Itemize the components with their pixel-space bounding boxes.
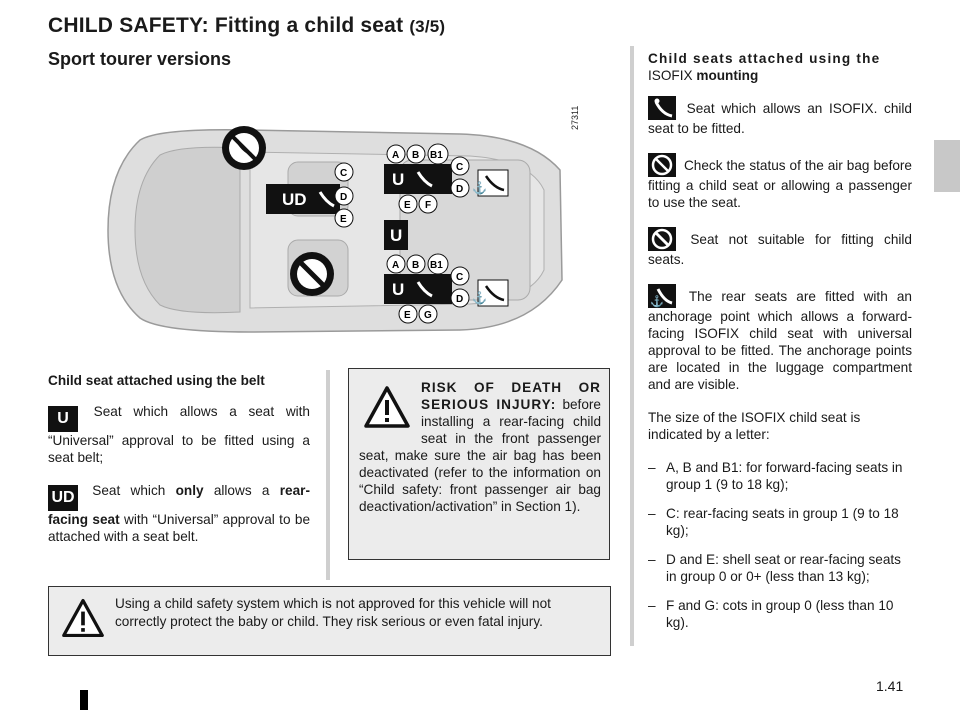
svg-text:D: D (456, 184, 464, 195)
isofix-heading-mounting: mounting (692, 68, 759, 83)
list-item-text: F and G: cots in group 0 (less than 10 kg). (666, 598, 894, 630)
section-subtitle: Sport tourer versions (48, 49, 232, 69)
isofix-seat-paragraph (648, 96, 912, 137)
svg-text:⚓: ⚓ (472, 291, 487, 305)
isofix-seat-text: Seat which allows an ISOFIX. child seat to be fitted. (648, 101, 912, 136)
title-text: CHILD SAFETY: Fitting a child seat (48, 14, 404, 37)
svg-text:A: A (392, 150, 400, 161)
airbag-warning-text (359, 379, 601, 515)
ud-text-part: Seat which (82, 483, 176, 498)
svg-text:U: U (392, 280, 405, 299)
list-item: – A, B and B1: for forward-facing seats in group 1 (9 to 18 kg); (648, 459, 912, 493)
diagram-ref-code: 27311 (570, 105, 580, 130)
warning-triangle-icon (359, 379, 421, 443)
car-seat-diagram (100, 100, 620, 350)
approval-warning-text: Using a child safety system which is not approved for this vehicle will not correctly protect the baby or child. They risk serious or even fatal injury. (115, 596, 551, 629)
svg-text:B1: B1 (430, 150, 443, 161)
svg-text:⚓: ⚓ (650, 296, 664, 308)
svg-text:B1: B1 (430, 260, 443, 271)
car-hood (135, 147, 240, 312)
isofix-seat-icon (648, 96, 676, 120)
svg-text:E: E (404, 200, 411, 211)
svg-text:U: U (392, 170, 405, 189)
svg-text:E: E (340, 214, 347, 225)
svg-text:D: D (340, 192, 348, 203)
anchorage-text: The rear seats are fitted with an anchorage point which allows a forward-facing ISOFIX child seat with universal approval to be fitted. The anchorage points are located in the luggage compartment and are visible. (648, 289, 912, 392)
svg-text:UD: UD (282, 190, 307, 209)
svg-text:F: F (425, 200, 432, 211)
airbag-check-icon (222, 126, 266, 170)
front-size-labels (335, 163, 353, 227)
no-child-seat-icon (290, 252, 334, 296)
isofix-section (648, 50, 912, 643)
universal-u-badge: U (48, 406, 78, 432)
ud-text-part: with “Universal” approval to be attached with a seat belt. (48, 512, 311, 544)
svg-text:G: G (424, 310, 432, 321)
svg-text:⚓: ⚓ (472, 181, 487, 195)
list-item: – D and E: shell seat or rear-facing seats in group 0 or 0+ (less than 13 kg); (648, 551, 912, 585)
page-title (48, 14, 445, 38)
page-number: 1.41 (876, 678, 904, 694)
airbag-warning-box (348, 368, 610, 560)
center-u-label (384, 220, 408, 250)
airbag-warning-bold: RISK OF DEATH OR SERIOUS INJURY: (421, 380, 601, 412)
anchorage-icon (648, 284, 676, 308)
svg-text:B: B (412, 260, 420, 271)
svg-text:U: U (390, 226, 403, 245)
section-tab-marker (934, 140, 960, 192)
front-ud-label (266, 184, 340, 214)
list-item-text: A, B and B1: for forward-facing seats in group 1 (9 to 18 kg); (666, 460, 903, 492)
svg-text:C: C (340, 168, 348, 179)
title-suffix: (3/5) (409, 17, 446, 36)
belt-section-heading: Child seat attached using the belt (48, 373, 265, 388)
airbag-check-icon (648, 153, 676, 177)
ud-text-only: only (175, 483, 204, 498)
warning-triangle-icon (61, 597, 105, 639)
list-item: – F and G: cots in group 0 (less than 10 kg). (648, 597, 912, 631)
footer-mark (80, 690, 88, 710)
not-suitable-paragraph (648, 227, 912, 268)
size-intro: The size of the ISOFIX child seat is indicated by a letter: (648, 410, 861, 442)
list-item: – C: rear-facing seats in group 1 (9 to 18 kg); (648, 505, 912, 539)
isofix-heading-text: Child seats attached using the (648, 51, 881, 66)
ud-seat-paragraph (48, 482, 310, 545)
ud-text-part: allows a (203, 483, 280, 498)
isofix-heading (648, 50, 912, 84)
universal-ud-badge: UD (48, 485, 78, 511)
svg-text:C: C (456, 162, 464, 173)
universal-seat-text: Seat which allows a seat with “Universal” approval to be fitted using a seat belt; (48, 404, 310, 465)
no-child-seat-icon (648, 227, 676, 251)
airbag-warning-body: before installing a rear-facing child seat in the front passenger seat, make sure the air bag has been deactivated (refer to the information on “Child safety: front passenger air bag deactivation/activation” in Section 1). (359, 397, 601, 514)
isofix-heading-word: ISOFIX (648, 68, 693, 83)
svg-text:A: A (392, 260, 400, 271)
list-item-text: C: rear-facing seats in group 1 (9 to 18 kg); (666, 506, 899, 538)
svg-text:E: E (404, 310, 411, 321)
belt-seat-section (48, 372, 310, 561)
svg-text:B: B (412, 150, 420, 161)
airbag-check-paragraph (648, 153, 912, 211)
not-suitable-text: Seat not suitable for fitting child seats. (648, 232, 912, 267)
anchorage-paragraph (648, 284, 912, 393)
approval-warning-box (48, 586, 611, 656)
airbag-check-text: Check the status of the air bag before fitting a child seat or allowing a passenger to use the seat. (648, 158, 912, 210)
list-item-text: D and E: shell seat or rear-facing seats in group 0 or 0+ (less than 13 kg); (666, 552, 901, 584)
universal-seat-paragraph (48, 403, 310, 466)
column-divider (630, 46, 634, 646)
ud-text-rear-facing: rear-facing seat (48, 483, 310, 527)
column-divider-left (326, 370, 330, 580)
svg-text:C: C (456, 272, 464, 283)
svg-text:D: D (456, 294, 464, 305)
